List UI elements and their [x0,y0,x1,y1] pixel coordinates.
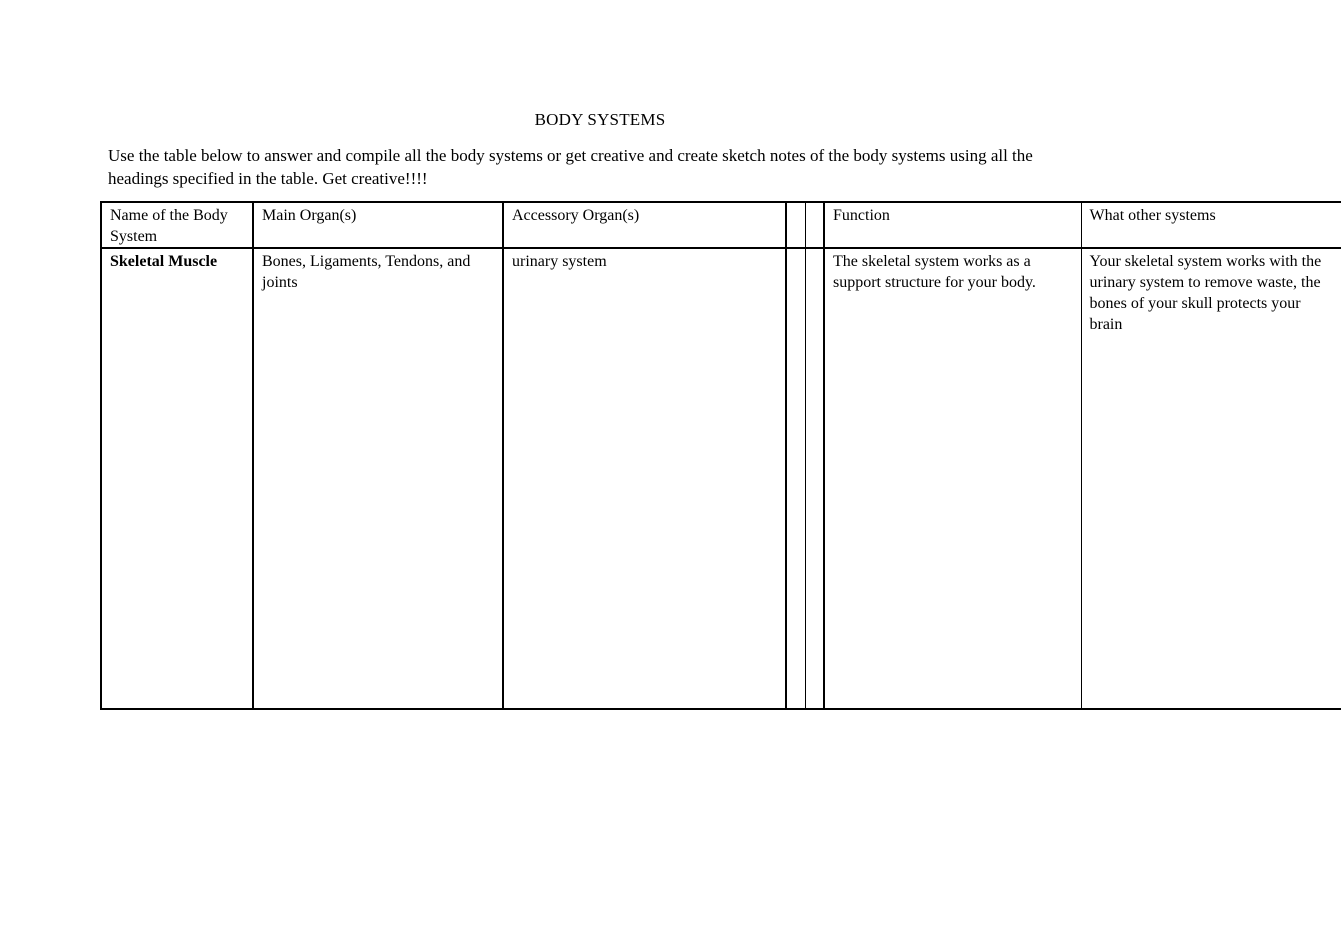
instructions-paragraph: Use the table below to answer and compile all the body systems or get creative and create sketch notes of the body systems using all the headings specified in the table. Get creative!!!! [108,146,1033,188]
cell-main-organs: Bones, Ligaments, Tendons, and joints [253,248,503,709]
cell-blank-2 [805,248,824,709]
header-cell-function: Function [824,202,1081,248]
header-cell-blank-2 [805,202,824,248]
header-cell-blank-1 [786,202,805,248]
header-cell-main-organs: Main Organ(s) [253,202,503,248]
cell-blank-1 [786,248,805,709]
cell-system-name: Skeletal Muscle [101,248,253,709]
body-systems-table-container [100,201,1322,705]
table-row [101,248,1341,709]
body-systems-table [100,201,1341,710]
header-cell-system-name: Name of the Body System [101,202,253,248]
cell-accessory-organs: urinary system [503,248,786,709]
table-header-row [101,202,1341,248]
page-title: BODY SYSTEMS [534,110,666,129]
cell-other-systems: Your skeletal system works with the urinary system to remove waste, the bones of your skull protects your brain [1081,248,1341,709]
header-cell-other-systems: What other systems [1081,202,1341,248]
header-cell-accessory-organs: Accessory Organ(s) [503,202,786,248]
cell-function: The skeletal system works as a support structure for your body. [824,248,1081,709]
